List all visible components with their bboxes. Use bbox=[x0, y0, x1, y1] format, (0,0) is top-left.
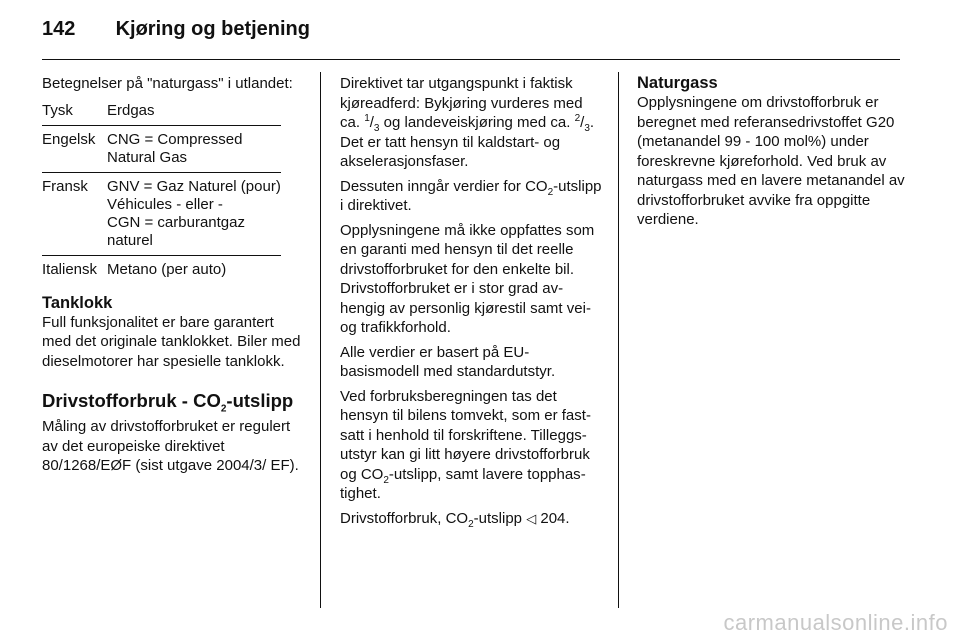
text-run: / bbox=[369, 114, 374, 131]
page-reference-link[interactable]: 204. bbox=[536, 509, 570, 527]
name-line: Natural Gas bbox=[107, 148, 188, 166]
subscript: 2 bbox=[547, 186, 554, 198]
name-line: naturel bbox=[107, 231, 153, 249]
text-run: Drivstofforbruk, CO bbox=[340, 509, 469, 527]
page-header bbox=[42, 18, 310, 41]
text-run: Ved forbruksberegningen tas det hensyn til bilens tomvekt, som er fastsatt i henhold til forskriftene. Tilleggsutstyr kan gi litt høyere drivstofforbruk og CO bbox=[340, 387, 591, 483]
watermark: carmanualsonline.info bbox=[723, 610, 948, 635]
table-row bbox=[42, 125, 281, 172]
tanklokk-heading: Tanklokk bbox=[42, 293, 113, 312]
name-line: GNV = Gaz Naturel (pour) bbox=[107, 177, 281, 195]
naturgass-text: Opplysningene om drivstofforbruk er beregnet med referansedrivstoffet G20 (metanandel 99 - 100 mol%) under foreskrevne kjøreforhold. Ved bruk av naturgass med en lavere metanandel av drivstofforbruket avvike fra oppgitte verdiene. bbox=[637, 94, 905, 228]
page-reference-arrow-icon: ◁ bbox=[526, 510, 537, 526]
name-cell bbox=[107, 97, 281, 126]
naturgass-heading: Naturgass bbox=[637, 74, 718, 92]
paragraph-basis: Alle verdier er basert på EU-basismodell med standardutstyr. bbox=[340, 343, 556, 380]
subscript: 2 bbox=[468, 518, 474, 530]
foreign-names-intro: Betegnelser på "naturgass" i utlandet: bbox=[42, 75, 293, 92]
page-title: Kjøring og betjening bbox=[115, 18, 310, 40]
text-run: . Det er tatt hensyn til kaldstart- og akselerasjonsfaser. bbox=[340, 114, 595, 170]
heading-part: -utslipp bbox=[226, 390, 294, 411]
tanklokk-text: Full funksjonalitet er bare garantert med det originale tanklokket. Biler med dieselmotorer har spesielle tanklokk. bbox=[42, 313, 301, 370]
name-line: CNG = Compressed bbox=[107, 130, 243, 148]
name-cell bbox=[107, 172, 281, 255]
subscript: 3 bbox=[584, 123, 590, 134]
column-divider-1 bbox=[320, 72, 321, 608]
header-rule bbox=[42, 59, 900, 60]
table-row bbox=[42, 172, 281, 255]
text-run: og landeveiskjøring med ca. bbox=[379, 114, 575, 131]
table-row bbox=[42, 255, 281, 284]
superscript: 2 bbox=[574, 113, 581, 124]
superscript: 1 bbox=[364, 113, 370, 124]
country-cell: Fransk bbox=[42, 172, 107, 255]
column-3 bbox=[637, 74, 905, 235]
foreign-names-table bbox=[42, 97, 281, 284]
paragraph-reference bbox=[340, 509, 603, 529]
subscript: 2 bbox=[383, 474, 389, 486]
subscript: 3 bbox=[373, 123, 380, 134]
text-run: -utslipp bbox=[473, 509, 527, 527]
paragraph-guarantee: Opplysningene må ikke oppfattes som en garanti med hensyn til det reelle drivstofforbruket for den enkelte bil. Drivstofforbruket er i stor grad avhengig av personlig kjørestil samt vei- og trafikkforhold. bbox=[340, 221, 595, 336]
name-cell bbox=[107, 125, 281, 172]
heading-subscript: 2 bbox=[220, 403, 227, 415]
column-divider-2 bbox=[618, 72, 619, 608]
text-run: Dessuten inngår verdier for CO bbox=[340, 177, 548, 195]
name-line: Metano (per auto) bbox=[107, 260, 227, 278]
text-run: -utslipp i direktivet. bbox=[340, 177, 602, 214]
name-cell bbox=[107, 255, 281, 284]
country-cell: Engelsk bbox=[42, 125, 107, 172]
text-run: -utslipp, samt lavere topphastighet. bbox=[340, 465, 586, 502]
text-run: Direktivet tar utgangspunkt i faktisk kjøreadferd: Bykjøring vurderes med ca. bbox=[340, 75, 583, 131]
section-heading bbox=[42, 389, 306, 413]
country-cell: Italiensk bbox=[42, 260, 98, 278]
table-row bbox=[42, 97, 281, 126]
name-line: Véhicules - eller - bbox=[107, 195, 223, 213]
country-cell: Tysk bbox=[42, 97, 107, 126]
paragraph-co2 bbox=[340, 177, 603, 216]
column-2 bbox=[340, 74, 603, 533]
name-line: CGN = carburantgaz bbox=[107, 213, 245, 231]
section-text: Måling av drivstofforbruket er regulert av det europeiske direktivet 80/1268/EØF (sist utgave 2004/3/ EF). bbox=[42, 418, 299, 474]
paragraph-calculation bbox=[340, 387, 603, 504]
name-line: Erdgas bbox=[107, 101, 155, 119]
column-1 bbox=[42, 74, 306, 481]
page-number: 142 bbox=[42, 18, 76, 40]
paragraph-directive bbox=[340, 74, 603, 172]
heading-part: Drivstofforbruk - CO bbox=[42, 390, 221, 411]
text-run: / bbox=[580, 114, 585, 131]
